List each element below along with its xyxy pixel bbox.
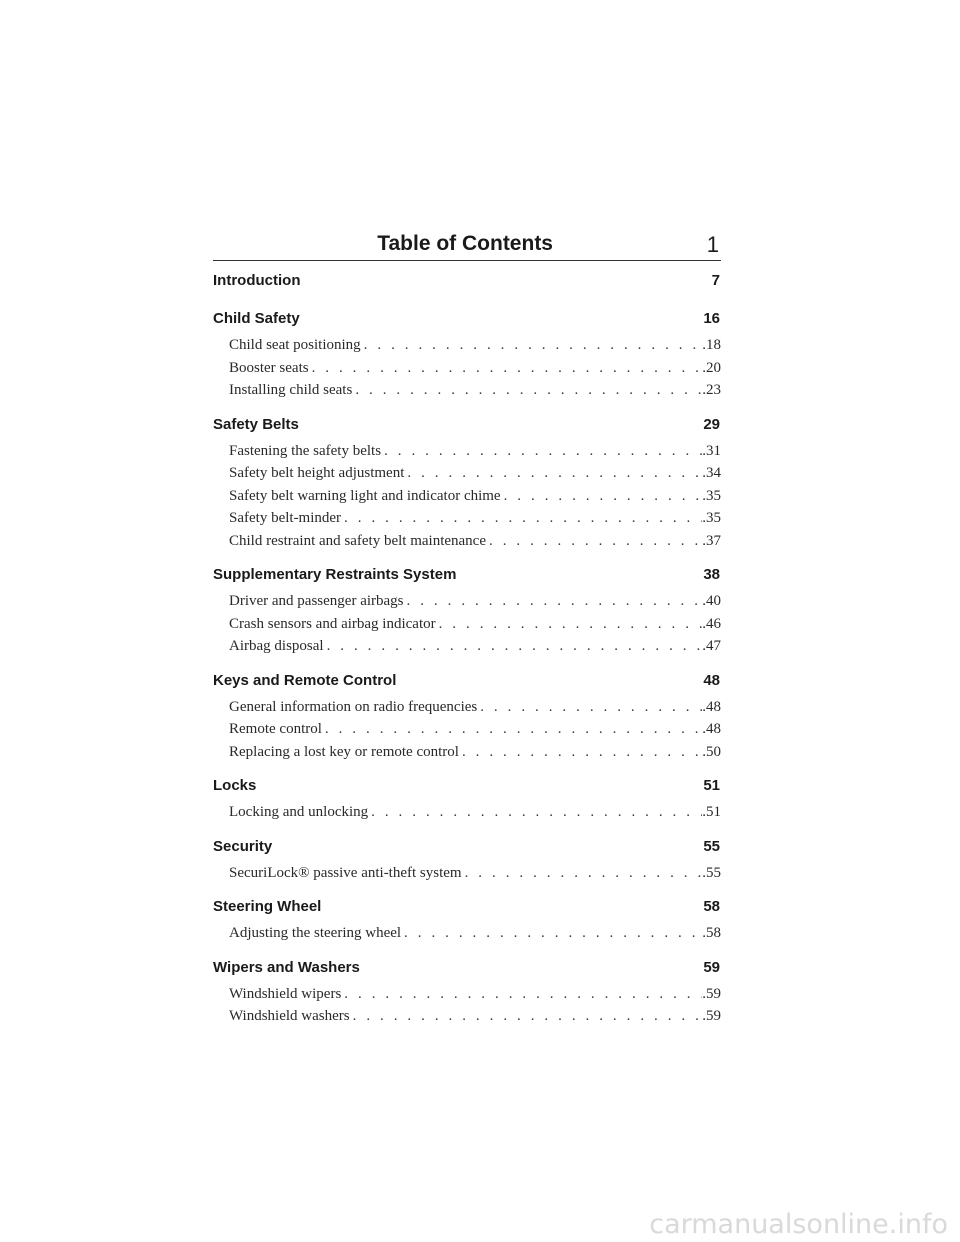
- toc-entry[interactable]: [213, 635, 721, 658]
- dot-leader: [384, 440, 702, 463]
- entry-label: Windshield washers: [229, 1008, 350, 1024]
- page-number: 1: [706, 232, 719, 257]
- dot-leader: [325, 718, 702, 741]
- toc-section: [213, 892, 721, 945]
- dot-leader: [480, 696, 702, 719]
- page-title: Table of Contents: [377, 232, 553, 255]
- entry-label: Safety belt warning light and indicator chime: [229, 487, 501, 504]
- dot-leader: [327, 635, 703, 658]
- toc-entry[interactable]: [213, 801, 721, 824]
- toc-section: [213, 771, 721, 824]
- section-title: Security: [213, 837, 273, 855]
- toc-entry[interactable]: [213, 507, 721, 530]
- entry-label: Installing child seats: [229, 382, 353, 398]
- toc-entry[interactable]: [213, 485, 721, 508]
- entry-page-number: .48: [702, 721, 721, 737]
- toc-section: [213, 560, 721, 658]
- entry-page-number: .35: [702, 510, 721, 526]
- section-heading[interactable]: [213, 953, 721, 983]
- toc-entry[interactable]: [213, 696, 721, 719]
- section-heading[interactable]: [213, 666, 721, 696]
- entry-page-number: .50: [702, 743, 721, 760]
- dot-leader: [489, 530, 702, 553]
- entry-label: Booster seats: [229, 359, 309, 376]
- entry-page-number: .37: [702, 532, 721, 549]
- section-page-number: 51: [703, 777, 720, 794]
- entry-page-number: .55: [702, 864, 721, 881]
- entry-page-number: .34: [702, 465, 721, 481]
- entry-page-number: .20: [702, 359, 721, 376]
- section-title: Child Safety: [213, 310, 300, 327]
- section-page-number: 58: [703, 898, 720, 915]
- toc-section: [213, 832, 721, 885]
- entry-page-number: .35: [702, 487, 721, 504]
- toc-section: [213, 266, 721, 296]
- dot-leader: [355, 379, 702, 402]
- toc-entry[interactable]: [213, 741, 721, 764]
- entry-label: Replacing a lost key or remote control: [229, 743, 459, 760]
- entry-label: Fastening the safety belts: [229, 442, 382, 459]
- section-heading[interactable]: [213, 304, 721, 334]
- toc-section: [213, 304, 721, 402]
- toc-section: [213, 666, 721, 764]
- section-title: Supplementary Restraints System: [213, 566, 457, 583]
- entry-page-number: .31: [702, 442, 721, 459]
- toc-section: [213, 953, 721, 1028]
- toc-entry[interactable]: [213, 440, 721, 463]
- entry-label: Safety belt height adjustment: [229, 465, 405, 481]
- entry-page-number: .59: [702, 1008, 721, 1024]
- dot-leader: [404, 922, 702, 945]
- entry-page-number: .23: [702, 382, 721, 398]
- entry-label: Remote control: [229, 721, 322, 737]
- toc-entry[interactable]: [213, 590, 721, 613]
- entry-label: General information on radio frequencies: [229, 698, 478, 715]
- section-page-number: 48: [703, 671, 720, 689]
- entry-label: Child seat positioning: [229, 337, 361, 353]
- dot-leader: [407, 590, 703, 613]
- entry-label: Windshield wipers: [229, 985, 342, 1002]
- watermark: carmanualsonline.info: [649, 1209, 948, 1240]
- entry-label: SecuriLock® passive anti-theft system: [229, 864, 462, 881]
- section-title: Safety Belts: [213, 415, 299, 433]
- section-page-number: 59: [703, 958, 720, 976]
- entry-page-number: .40: [702, 593, 721, 609]
- section-title: Introduction: [213, 272, 301, 289]
- entry-label: Locking and unlocking: [229, 804, 369, 820]
- section-title: Locks: [213, 777, 257, 794]
- toc-entry[interactable]: [213, 357, 721, 380]
- dot-leader: [312, 357, 703, 380]
- entry-page-number: .51: [702, 804, 721, 820]
- toc-entry[interactable]: [213, 983, 721, 1006]
- entry-page-number: .58: [702, 925, 721, 941]
- toc-entry[interactable]: [213, 862, 721, 885]
- entry-label: Crash sensors and airbag indicator: [229, 615, 436, 632]
- entry-label: Adjusting the steering wheel: [229, 925, 402, 941]
- section-page-number: 38: [703, 566, 720, 583]
- entry-page-number: .18: [702, 337, 721, 353]
- dot-leader: [465, 862, 703, 885]
- dot-leader: [353, 1005, 703, 1028]
- entry-label: Airbag disposal: [229, 638, 324, 654]
- dot-leader: [462, 741, 702, 764]
- entry-label: Safety belt-minder: [229, 510, 342, 526]
- dot-leader: [344, 983, 702, 1006]
- entry-page-number: .48: [702, 698, 721, 715]
- toc-entry[interactable]: [213, 334, 721, 357]
- section-page-number: 55: [703, 837, 720, 855]
- dot-leader: [371, 801, 702, 824]
- toc-entry[interactable]: [213, 530, 721, 553]
- section-page-number: 16: [703, 310, 720, 327]
- toc-entry[interactable]: [213, 613, 721, 636]
- section-heading[interactable]: [213, 892, 721, 922]
- toc-entry[interactable]: [213, 922, 721, 945]
- section-title: Steering Wheel: [213, 898, 322, 915]
- toc-entry[interactable]: [213, 462, 721, 485]
- section-heading[interactable]: [213, 771, 721, 801]
- entry-page-number: .47: [702, 638, 721, 654]
- section-title: Keys and Remote Control: [213, 671, 397, 689]
- section-title: Wipers and Washers: [213, 958, 360, 976]
- dot-leader: [344, 507, 702, 530]
- toc-section: [213, 410, 721, 553]
- entry-page-number: .59: [702, 985, 721, 1002]
- entry-label: Child restraint and safety belt maintenance: [229, 532, 486, 549]
- section-heading[interactable]: [213, 410, 721, 440]
- dot-leader: [439, 613, 703, 636]
- toc-entry[interactable]: [213, 718, 721, 741]
- page-header: [213, 226, 721, 261]
- table-of-contents: [213, 266, 721, 1036]
- dot-leader: [504, 485, 703, 508]
- section-heading[interactable]: [213, 266, 721, 296]
- section-page-number: 29: [703, 415, 720, 433]
- section-heading[interactable]: [213, 560, 721, 590]
- section-page-number: 7: [711, 272, 720, 289]
- section-heading[interactable]: [213, 832, 721, 862]
- toc-entry[interactable]: [213, 379, 721, 402]
- entry-label: Driver and passenger airbags: [229, 593, 404, 609]
- entry-page-number: .46: [702, 615, 721, 632]
- dot-leader: [364, 334, 703, 357]
- toc-entry[interactable]: [213, 1005, 721, 1028]
- dot-leader: [407, 462, 702, 485]
